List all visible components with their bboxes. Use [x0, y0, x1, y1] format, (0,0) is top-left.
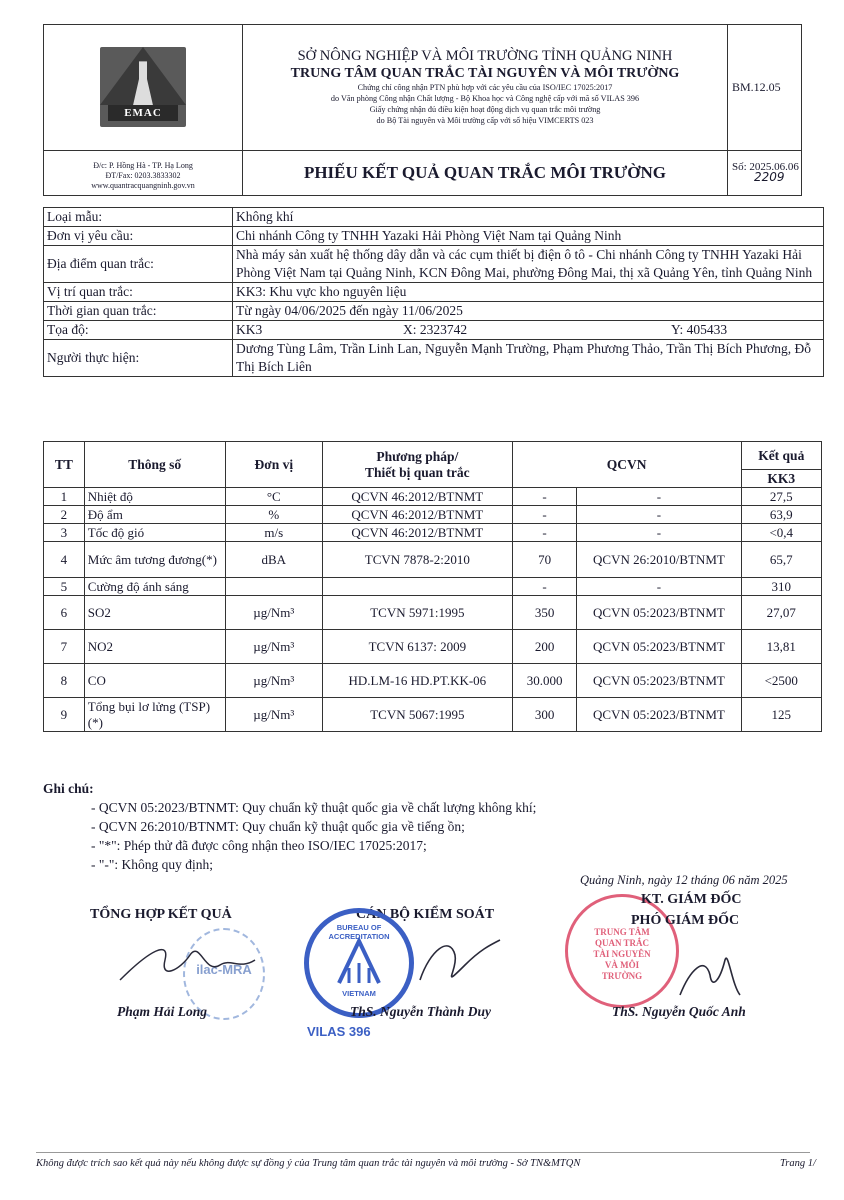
note-item: - "*": Phép thử đã được công nhận theo ISO/IEC 17025:2017;: [91, 838, 427, 853]
table-row: [44, 630, 822, 664]
issue-date: Quảng Ninh, ngày 12 tháng 06 năm 2025: [580, 873, 788, 887]
cell-param: Nhiệt độ: [84, 488, 225, 506]
cell-unit: m/s: [225, 524, 322, 542]
table-header-row: [44, 442, 822, 470]
table-row: [44, 596, 822, 630]
coordinates-cell: [233, 321, 824, 340]
cell-param: Cường độ ánh sáng: [84, 578, 225, 596]
cell-param: Mức âm tương đương(*): [84, 542, 225, 578]
cell-param: Tổng bụi lơ lửng (TSP)(*): [84, 698, 225, 732]
right-signer-name: ThS. Nguyễn Quốc Anh: [612, 1004, 746, 1019]
sample-info-table: [43, 207, 824, 377]
cell-method: QCVN 46:2012/BTNMT: [322, 506, 512, 524]
cell-unit: dBA: [225, 542, 322, 578]
col-tt-header: TT: [44, 442, 85, 488]
cell-result: 65,7: [741, 542, 821, 578]
info-value: Nhà máy sản xuất hệ thống dây dẫn và các cụm thiết bị điện ô tô - Chi nhánh Công ty TNHH Yazaki Hải Phòng Việt Nam tại Quảng Ninh, KCN Đông Mai, phường Đông Mai, thị xã Quảng Yên, tỉnh Quảng Ninh: [233, 246, 824, 283]
cell-method: [322, 578, 512, 596]
mid-signer-name: ThS. Nguyễn Thành Duy: [350, 1004, 492, 1019]
note-item: - "-": Không quy định;: [91, 857, 214, 872]
info-row: [44, 340, 824, 377]
cell-limit: 30.000: [512, 664, 577, 698]
coord-x: X: 2323742: [403, 322, 468, 337]
info-label: Tọa độ:: [44, 321, 233, 340]
coord-y: Y: 405433: [671, 322, 728, 337]
cell-standard: -: [577, 488, 741, 506]
cell-unit: µg/Nm³: [225, 596, 322, 630]
cell-tt: 8: [44, 664, 85, 698]
cell-tt: 1: [44, 488, 85, 506]
cell-unit: [225, 578, 322, 596]
cell-result: 13,81: [741, 630, 821, 664]
website: www.quantracquangninh.gov.vn: [91, 180, 195, 190]
cell-standard: QCVN 05:2023/BTNMT: [577, 596, 741, 630]
table-row: [44, 524, 822, 542]
document-number-cell: [728, 150, 802, 195]
vilas-label: VILAS 396: [307, 1024, 371, 1039]
cell-result: 310: [741, 578, 821, 596]
note-item: - QCVN 05:2023/BTNMT: Quy chuẩn kỹ thuật quốc gia về chất lượng không khí;: [91, 800, 537, 815]
cell-standard: -: [577, 524, 741, 542]
table-row: [44, 488, 822, 506]
right-signature: [660, 940, 750, 1010]
col-method-header: [322, 442, 512, 488]
cell-method: QCVN 46:2012/BTNMT: [322, 524, 512, 542]
cell-unit: µg/Nm³: [225, 664, 322, 698]
col-param-header: Thông số: [84, 442, 225, 488]
cell-standard: QCVN 26:2010/BTNMT: [577, 542, 741, 578]
cell-method: TCVN 5067:1995: [322, 698, 512, 732]
cell-param: CO: [84, 664, 225, 698]
table-row: [44, 664, 822, 698]
ilac-text: ilac-MRA: [196, 962, 252, 977]
cell-tt: 2: [44, 506, 85, 524]
method-header-line-2: Thiết bị quan trắc: [365, 464, 470, 480]
info-label: Loại mẫu:: [44, 208, 233, 227]
cell-result: 125: [741, 698, 821, 732]
logo-text: EMAC: [108, 105, 178, 121]
cell-limit: -: [512, 506, 577, 524]
cell-limit: 70: [512, 542, 577, 578]
col-unit-header: Đơn vị: [225, 442, 322, 488]
cell-result: <0,4: [741, 524, 821, 542]
handwritten-number: 2209: [754, 170, 785, 185]
cell-result: 27,5: [741, 488, 821, 506]
cell-unit: %: [225, 506, 322, 524]
table-row: [44, 506, 822, 524]
document-header: [43, 24, 802, 196]
vilas-country: VIETNAM: [342, 989, 376, 998]
info-row: [44, 227, 824, 246]
form-code: BM.12.05: [728, 25, 802, 151]
organization-cell: [243, 25, 728, 151]
info-value: Từ ngày 04/06/2025 đến ngày 11/06/2025: [233, 302, 824, 321]
emac-logo: [100, 47, 186, 127]
phone: ĐT/Fax: 0203.3833302: [105, 170, 181, 180]
info-row: [44, 246, 824, 283]
cell-limit: -: [512, 488, 577, 506]
left-signer-title: TỔNG HỢP KẾT QUẢ: [90, 907, 232, 922]
info-label: Người thực hiện:: [44, 340, 233, 377]
right-signer-title-2: PHÓ GIÁM ĐỐC: [631, 913, 740, 928]
cell-method: QCVN 46:2012/BTNMT: [322, 488, 512, 506]
red-stamp-text: TRUNG TÂM QUAN TRẮC TÀI NGUYÊN VÀ MÔI TRƯỜNG: [593, 927, 651, 981]
cell-limit: 350: [512, 596, 577, 630]
col-result-header: Kết quả: [741, 442, 821, 470]
note-item: - QCVN 26:2010/BTNMT: Quy chuẩn kỹ thuật quốc gia về tiếng ồn;: [91, 819, 465, 834]
cell-method: TCVN 7878-2:2010: [322, 542, 512, 578]
right-signer-title-1: KT. GIÁM ĐỐC: [641, 892, 742, 907]
department-name: SỞ NÔNG NGHIỆP VÀ MÔI TRƯỜNG TỈNH QUẢNG NINH: [297, 48, 673, 65]
page-number: Trang 1/: [780, 1158, 816, 1169]
notes-heading: Ghi chú:: [43, 781, 94, 796]
cert-line-2: do Văn phòng Công nhận Chất lượng - Bộ Khoa học và Công nghệ cấp với mã số VILAS 396: [330, 94, 640, 104]
cell-tt: 3: [44, 524, 85, 542]
info-label: Thời gian quan trắc:: [44, 302, 233, 321]
cell-standard: QCVN 05:2023/BTNMT: [577, 698, 741, 732]
cell-method: TCVN 5971:1995: [322, 596, 512, 630]
cert-line-3: Giấy chứng nhận đủ điều kiện hoạt động dịch vụ quan trắc môi trường: [369, 105, 601, 115]
cell-limit: 200: [512, 630, 577, 664]
left-signature: [110, 930, 260, 1000]
table-row: [44, 542, 822, 578]
cell-unit: µg/Nm³: [225, 698, 322, 732]
cell-result: <2500: [741, 664, 821, 698]
cell-method: HD.LM-16 HD.PT.KK-06: [322, 664, 512, 698]
cell-param: Độ ẩm: [84, 506, 225, 524]
cell-result: 27,07: [741, 596, 821, 630]
info-row: [44, 283, 824, 302]
info-value: Không khí: [233, 208, 824, 227]
cell-standard: QCVN 05:2023/BTNMT: [577, 630, 741, 664]
footer-divider: [36, 1152, 810, 1153]
cell-param: Tốc độ gió: [84, 524, 225, 542]
site-code: KK3: [236, 322, 263, 337]
cell-tt: 9: [44, 698, 85, 732]
cell-tt: 4: [44, 542, 85, 578]
notes: [43, 779, 536, 874]
cell-unit: °C: [225, 488, 322, 506]
cell-param: NO2: [84, 630, 225, 664]
method-header-line-1: Phương pháp/: [376, 448, 459, 464]
cell-tt: 7: [44, 630, 85, 664]
left-signer-name: Phạm Hải Long: [117, 1004, 208, 1019]
cell-tt: 6: [44, 596, 85, 630]
info-label: Địa điểm quan trắc:: [44, 246, 233, 283]
results-table: [43, 441, 822, 732]
contact-cell: [44, 150, 243, 195]
footer-disclaimer: Không được trích sao kết quả này nếu không được sự đồng ý của Trung tâm quan trắc tài nguyên và môi trường - Sở TN&MTQN: [36, 1158, 581, 1169]
table-row: [44, 578, 822, 596]
info-value: Chi nhánh Công ty TNHH Yazaki Hải Phòng Việt Nam tại Quảng Ninh: [233, 227, 824, 246]
col-qcvn-header: QCVN: [512, 442, 741, 488]
table-row: [44, 698, 822, 732]
cell-result: 63,9: [741, 506, 821, 524]
info-label: Vị trí quan trắc:: [44, 283, 233, 302]
cell-standard: -: [577, 578, 741, 596]
center-name: TRUNG TÂM QUAN TRẮC TÀI NGUYÊN VÀ MÔI TRƯỜNG: [290, 66, 680, 82]
cell-limit: -: [512, 578, 577, 596]
cell-tt: 5: [44, 578, 85, 596]
info-value: Dương Tùng Lâm, Trần Linh Lan, Nguyễn Mạnh Trường, Phạm Phương Thảo, Trần Thị Bích Phương, Đỗ Thị Bích Liên: [233, 340, 824, 377]
vilas-ring-text: BUREAU OF ACCREDITATION: [328, 923, 390, 941]
cell-standard: QCVN 05:2023/BTNMT: [577, 664, 741, 698]
cell-limit: 300: [512, 698, 577, 732]
logo-cell: [44, 25, 243, 151]
cell-param: SO2: [84, 596, 225, 630]
document-number: Số: 2025.06.06: [732, 161, 799, 174]
cert-line-4: do Bộ Tài nguyên và Môi trường cấp với số hiệu VIMCERTS 023: [376, 116, 594, 126]
info-row: [44, 302, 824, 321]
address: Đ/c: P. Hồng Hà - TP. Hạ Long: [93, 160, 193, 170]
cell-method: TCVN 6137: 2009: [322, 630, 512, 664]
info-label: Đơn vị yêu cầu:: [44, 227, 233, 246]
info-value: KK3: Khu vực kho nguyên liệu: [233, 283, 824, 302]
cert-line-1: Chứng chỉ công nhận PTN phù hợp với các yêu cầu của ISO/IEC 17025:2017: [357, 83, 613, 93]
document-title: PHIẾU KẾT QUẢ QUAN TRẮC MÔI TRƯỜNG: [243, 150, 728, 195]
info-row: [44, 321, 824, 340]
cell-unit: µg/Nm³: [225, 630, 322, 664]
vilas-accreditation-stamp: [304, 908, 414, 1018]
info-row: [44, 208, 824, 227]
cell-limit: -: [512, 524, 577, 542]
mid-signature: [410, 930, 510, 1000]
col-site-header: KK3: [741, 470, 821, 488]
cell-standard: -: [577, 506, 741, 524]
mid-signer-title: CÁN BỘ KIỂM SOÁT: [356, 907, 495, 922]
